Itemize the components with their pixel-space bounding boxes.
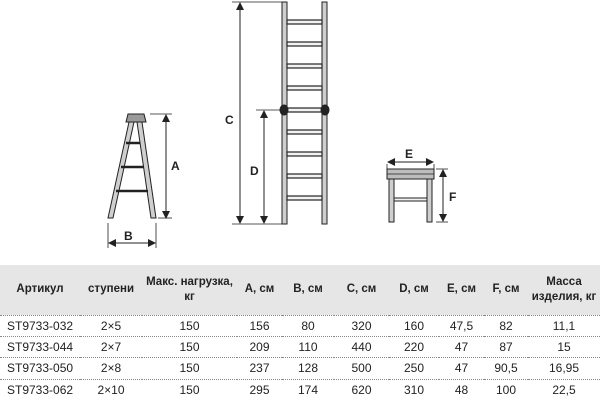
cell-weight: 11,1 [528, 315, 600, 336]
column-header-b: B, см [293, 283, 323, 296]
cell-max-load: 150 [142, 379, 237, 400]
cell-a: 209 [237, 336, 282, 357]
cell-steps: 2×8 [80, 358, 142, 379]
table-row [0, 336, 600, 357]
column-header-e: E, см [447, 283, 476, 296]
column-header-c: C, см [346, 283, 377, 296]
cell-article: ST9733-062 [0, 379, 80, 400]
cell-e: 47 [439, 336, 484, 357]
cell-e: 47,5 [439, 315, 484, 336]
cell-b: 174 [282, 379, 334, 400]
cell-d: 310 [389, 379, 439, 400]
cell-f: 90,5 [484, 358, 528, 379]
dimension-label-f: F [449, 190, 457, 204]
cell-max-load: 150 [142, 358, 237, 379]
cell-max-load: 150 [142, 315, 237, 336]
table-row [0, 358, 600, 379]
cell-steps: 2×5 [80, 315, 142, 336]
cell-e: 48 [439, 379, 484, 400]
specifications-table [0, 265, 600, 400]
cell-a: 156 [237, 315, 282, 336]
cell-weight: 15 [528, 336, 600, 357]
cell-e: 47 [439, 358, 484, 379]
cell-d: 160 [389, 315, 439, 336]
cell-c: 620 [334, 379, 389, 400]
column-header-f: F, см [492, 283, 520, 296]
column-header-steps: ступени [87, 283, 135, 296]
extended-ladder-drawing [232, 2, 329, 224]
cell-d: 250 [389, 358, 439, 379]
cell-steps: 2×7 [80, 336, 142, 357]
cell-f: 100 [484, 379, 528, 400]
cell-weight: 22,5 [528, 379, 600, 400]
cell-a: 295 [237, 379, 282, 400]
cell-b: 110 [282, 336, 334, 357]
cell-article: ST9733-044 [0, 336, 80, 357]
cell-b: 80 [282, 315, 334, 336]
column-header-max-load: Макс. нагрузка, кг [146, 275, 233, 303]
cell-a: 237 [237, 358, 282, 379]
cell-steps: 2×10 [80, 379, 142, 400]
cell-f: 87 [484, 336, 528, 357]
cell-d: 220 [389, 336, 439, 357]
a-frame-ladder-drawing [108, 114, 172, 248]
cell-article: ST9733-050 [0, 358, 80, 379]
cell-f: 82 [484, 315, 528, 336]
table-header-row [0, 265, 600, 315]
table-row [0, 379, 600, 400]
cell-b: 128 [282, 358, 334, 379]
column-header-weight: Масса изделия, кг [531, 275, 597, 303]
cell-weight: 16,95 [528, 358, 600, 379]
dimension-label-a: A [171, 159, 180, 173]
dimension-label-d: D [250, 164, 259, 178]
cell-c: 320 [334, 315, 389, 336]
cell-c: 440 [334, 336, 389, 357]
step-platform-drawing [387, 162, 448, 222]
dimension-label-c: C [225, 113, 234, 127]
column-header-article: Артикул [16, 283, 64, 296]
cell-max-load: 150 [142, 336, 237, 357]
table-row [0, 315, 600, 336]
column-header-a: A, см [244, 283, 275, 296]
column-header-d: D, см [399, 283, 429, 296]
cell-article: ST9733-032 [0, 315, 80, 336]
dimension-label-e: E [405, 147, 414, 161]
dimension-label-b: B [124, 229, 133, 243]
cell-c: 500 [334, 358, 389, 379]
